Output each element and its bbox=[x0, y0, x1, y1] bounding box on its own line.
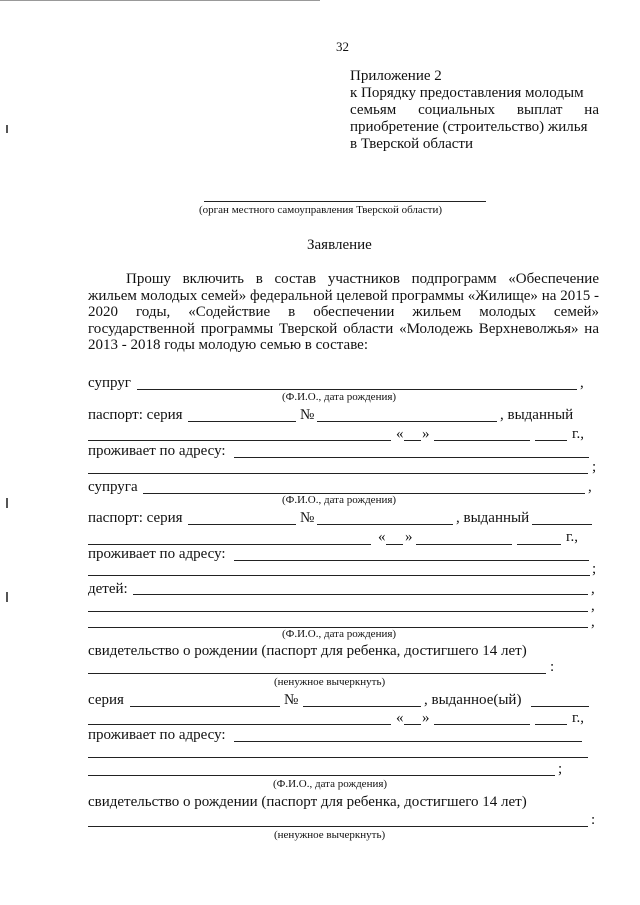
cert-number-field[interactable] bbox=[303, 706, 421, 707]
number-sign: № bbox=[284, 692, 299, 708]
fio-caption: (Ф.И.О., дата рождения) bbox=[282, 494, 397, 506]
birth-cert-field[interactable] bbox=[88, 673, 546, 674]
number-sign: № bbox=[300, 510, 315, 526]
quote-close: » bbox=[405, 529, 413, 545]
margin-mark bbox=[6, 498, 8, 508]
issue-day-field[interactable] bbox=[404, 440, 421, 441]
address-field-2[interactable] bbox=[88, 473, 588, 474]
birth-cert-label: свидетельство о рождении (паспорт для ребенка, достигшего 14 лет) bbox=[88, 643, 527, 659]
number-sign: № bbox=[300, 407, 315, 423]
children-label: детей: bbox=[88, 581, 128, 597]
cross-out-caption: (ненужное вычеркнуть) bbox=[274, 829, 386, 841]
top-border-line bbox=[0, 0, 320, 1]
cert-series-field[interactable] bbox=[130, 706, 280, 707]
quote-open: « bbox=[396, 426, 404, 442]
year-label: г., bbox=[566, 529, 578, 545]
comma: , bbox=[591, 598, 595, 614]
appendix-line-4: приобретение (строительство) жилья bbox=[350, 119, 588, 135]
issued-label: , выданный bbox=[456, 510, 530, 526]
lives-at-label: проживает по адресу: bbox=[88, 443, 226, 459]
comma: , bbox=[591, 581, 595, 597]
spouse-m-field[interactable] bbox=[137, 389, 577, 390]
child-fio-field[interactable] bbox=[88, 775, 555, 776]
fio-caption: (Ф.И.О., дата рождения) bbox=[273, 778, 388, 790]
issue-month-field[interactable] bbox=[434, 440, 530, 441]
issued-by-field[interactable] bbox=[531, 706, 589, 707]
issued-child-label: , выданное(ый) bbox=[424, 692, 522, 708]
fio-caption: (Ф.И.О., дата рождения) bbox=[282, 628, 397, 640]
authority-line bbox=[204, 201, 486, 202]
fio-caption: (Ф.И.О., дата рождения) bbox=[282, 391, 397, 403]
issue-day-field[interactable] bbox=[404, 724, 421, 725]
appendix-line-1: Приложение 2 bbox=[350, 68, 442, 84]
authority-caption: (орган местного самоуправления Тверской области) bbox=[199, 204, 443, 216]
passport-series-field[interactable] bbox=[188, 421, 296, 422]
appendix-line-3: семьям социальных выплат на bbox=[350, 102, 599, 118]
issue-year-field[interactable] bbox=[535, 724, 567, 725]
appendix-line-2: к Порядку предоставления молодым bbox=[350, 85, 584, 101]
quote-close: » bbox=[422, 426, 430, 442]
passport-number-field[interactable] bbox=[317, 421, 497, 422]
year-label: г., bbox=[572, 710, 584, 726]
series-label: серия bbox=[88, 692, 124, 708]
address-field[interactable] bbox=[234, 560, 589, 561]
spouse-m-label: супруг bbox=[88, 375, 131, 391]
issue-day-field[interactable] bbox=[386, 544, 403, 545]
child-field-1[interactable] bbox=[133, 594, 588, 595]
semicolon: ; bbox=[558, 761, 563, 777]
comma: , bbox=[588, 479, 592, 495]
spouse-f-label: супруга bbox=[88, 479, 138, 495]
issued-by-field[interactable] bbox=[532, 524, 592, 525]
year-label: г., bbox=[572, 426, 584, 442]
issued-by-field-2[interactable] bbox=[88, 724, 391, 725]
address-field-2[interactable] bbox=[88, 575, 590, 576]
passport-series-field[interactable] bbox=[188, 524, 296, 525]
birth-cert-label: свидетельство о рождении (паспорт для ребенка, достигшего 14 лет) bbox=[88, 794, 527, 810]
margin-mark bbox=[6, 592, 8, 602]
appendix-line-5: в Тверской области bbox=[350, 136, 474, 152]
lives-at-label: проживает по адресу: bbox=[88, 546, 226, 562]
quote-open: « bbox=[378, 529, 386, 545]
child-field-2[interactable] bbox=[88, 611, 588, 612]
issue-year-field[interactable] bbox=[535, 440, 567, 441]
page-number: 32 bbox=[336, 39, 349, 54]
birth-cert-field[interactable] bbox=[88, 826, 588, 827]
lives-at-label: проживает по адресу: bbox=[88, 727, 226, 743]
semicolon: ; bbox=[592, 561, 597, 577]
margin-mark bbox=[6, 125, 8, 133]
comma: , bbox=[580, 375, 584, 391]
quote-open: « bbox=[396, 710, 404, 726]
colon: : bbox=[591, 812, 596, 828]
comma: , bbox=[591, 614, 595, 630]
passport-series-label: паспорт: серия bbox=[88, 510, 183, 526]
cross-out-caption: (ненужное вычеркнуть) bbox=[274, 676, 386, 688]
quote-close: » bbox=[422, 710, 430, 726]
issue-month-field[interactable] bbox=[434, 724, 530, 725]
passport-number-field[interactable] bbox=[317, 524, 453, 525]
issue-year-field[interactable] bbox=[517, 544, 561, 545]
intro-paragraph: Прошу включить в состав участников подпрограмм «Обеспечение жильем молодых семей» федеральной целевой программы «Жилище» на 2015 - 2020 годы, «Содействие в обеспечении жильем молодых семей» государственной программы Тверской области «Молодежь Верхневолжья» на 2013 - 2018 годы молодую семью в составе: bbox=[88, 271, 599, 353]
semicolon: ; bbox=[592, 459, 597, 475]
issue-month-field[interactable] bbox=[416, 544, 512, 545]
document-title: Заявление bbox=[307, 237, 372, 253]
colon: : bbox=[550, 659, 555, 675]
address-field-2[interactable] bbox=[88, 757, 588, 758]
issued-label: , выданный bbox=[500, 407, 574, 423]
issued-by-field[interactable] bbox=[88, 440, 391, 441]
address-field[interactable] bbox=[234, 741, 582, 742]
address-field[interactable] bbox=[234, 457, 589, 458]
passport-series-label: паспорт: серия bbox=[88, 407, 183, 423]
